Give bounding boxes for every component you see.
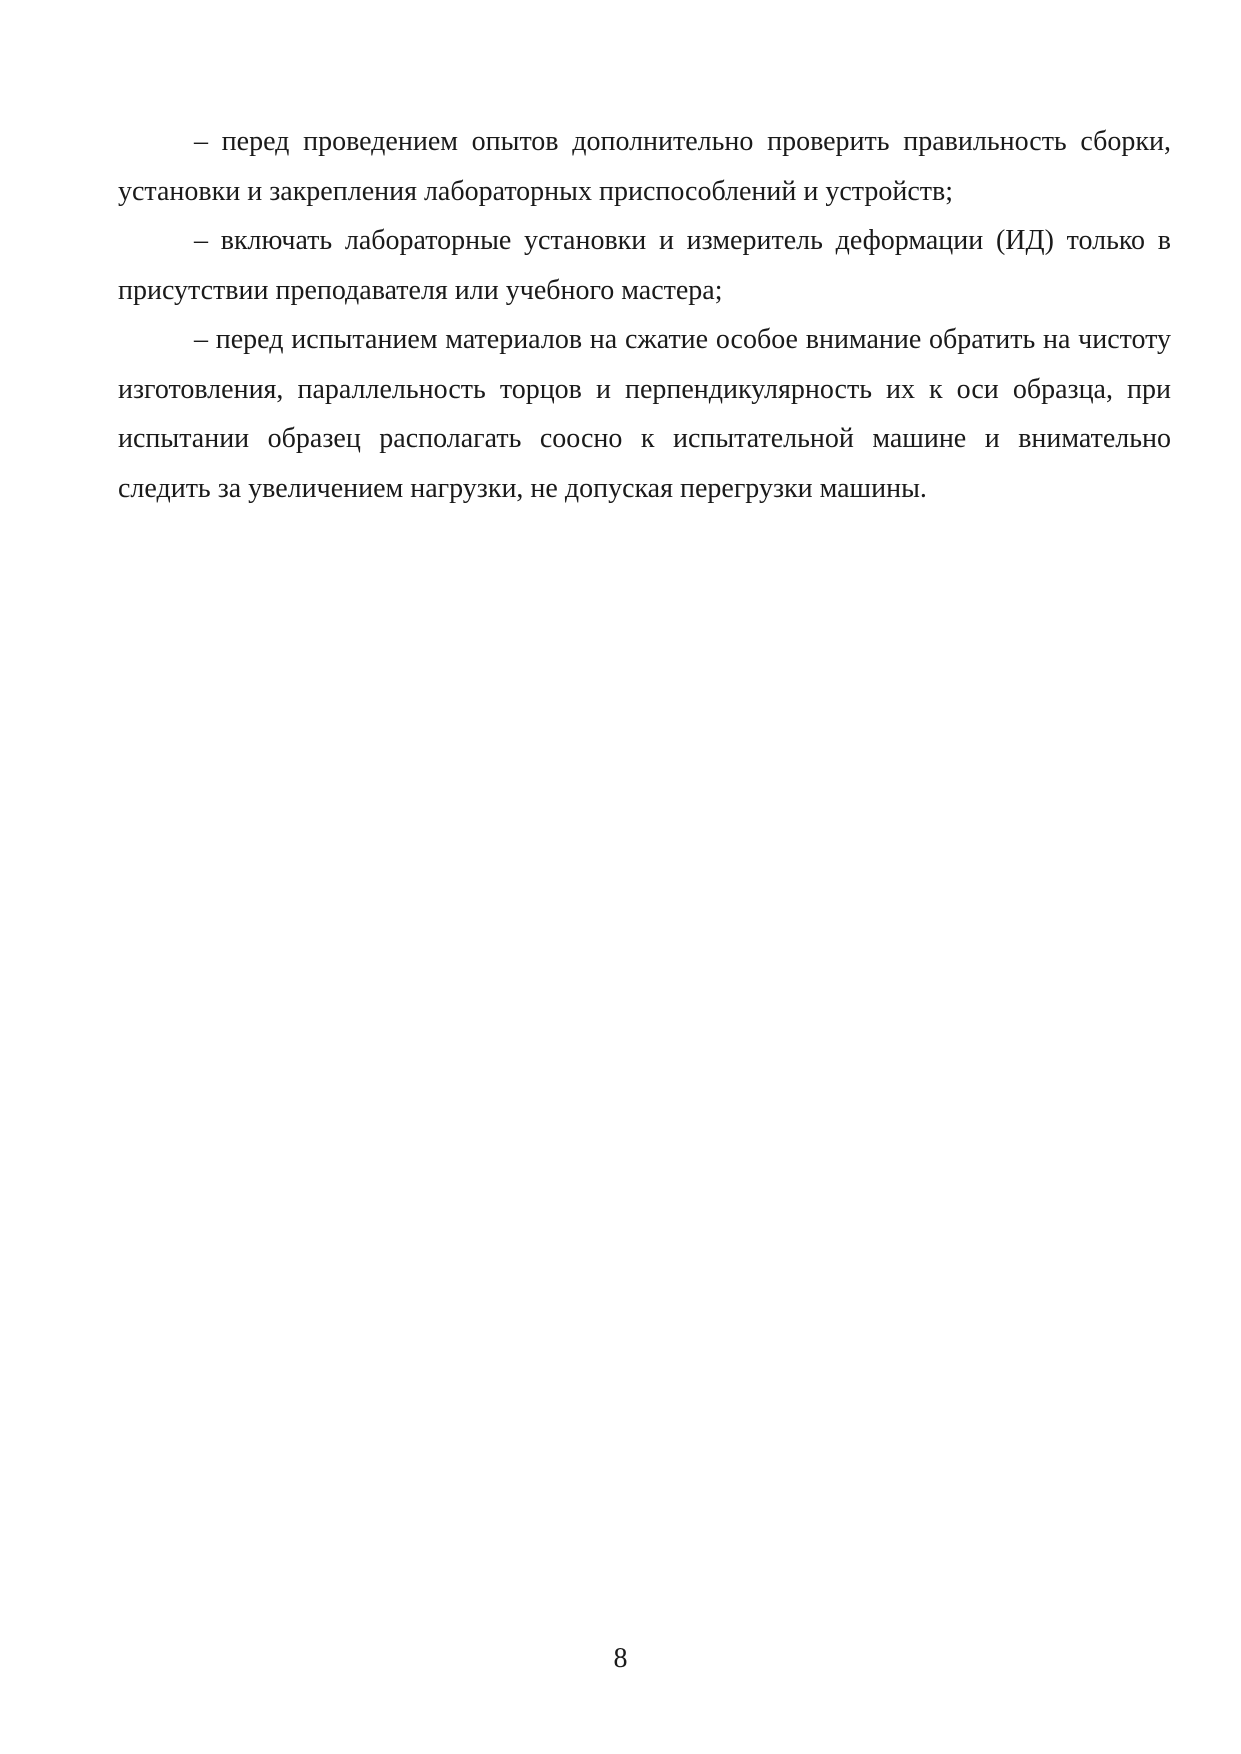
body-text: [118, 117, 1171, 513]
safety-rule-paragraph: – включать лабораторные установки и измеритель деформации (ИД) только в присутствии преподавателя или учебного мастера;: [118, 225, 1171, 306]
safety-rule-paragraph: – перед испытанием материалов на сжатие особое внимание обратить на чистоту изготовления, параллельность торцов и перпендикулярность их к оси образца, при испытании образец располагать соосно к испытательной машине и внимательно следить за увеличением нагрузки, не допуская перегрузки машины.: [118, 324, 1171, 504]
safety-rule-paragraph: – перед проведением опытов дополнительно проверить правильность сборки, установки и закрепления лабораторных приспособлений и устройств;: [118, 126, 1171, 207]
page-number: 8: [613, 1643, 628, 1674]
